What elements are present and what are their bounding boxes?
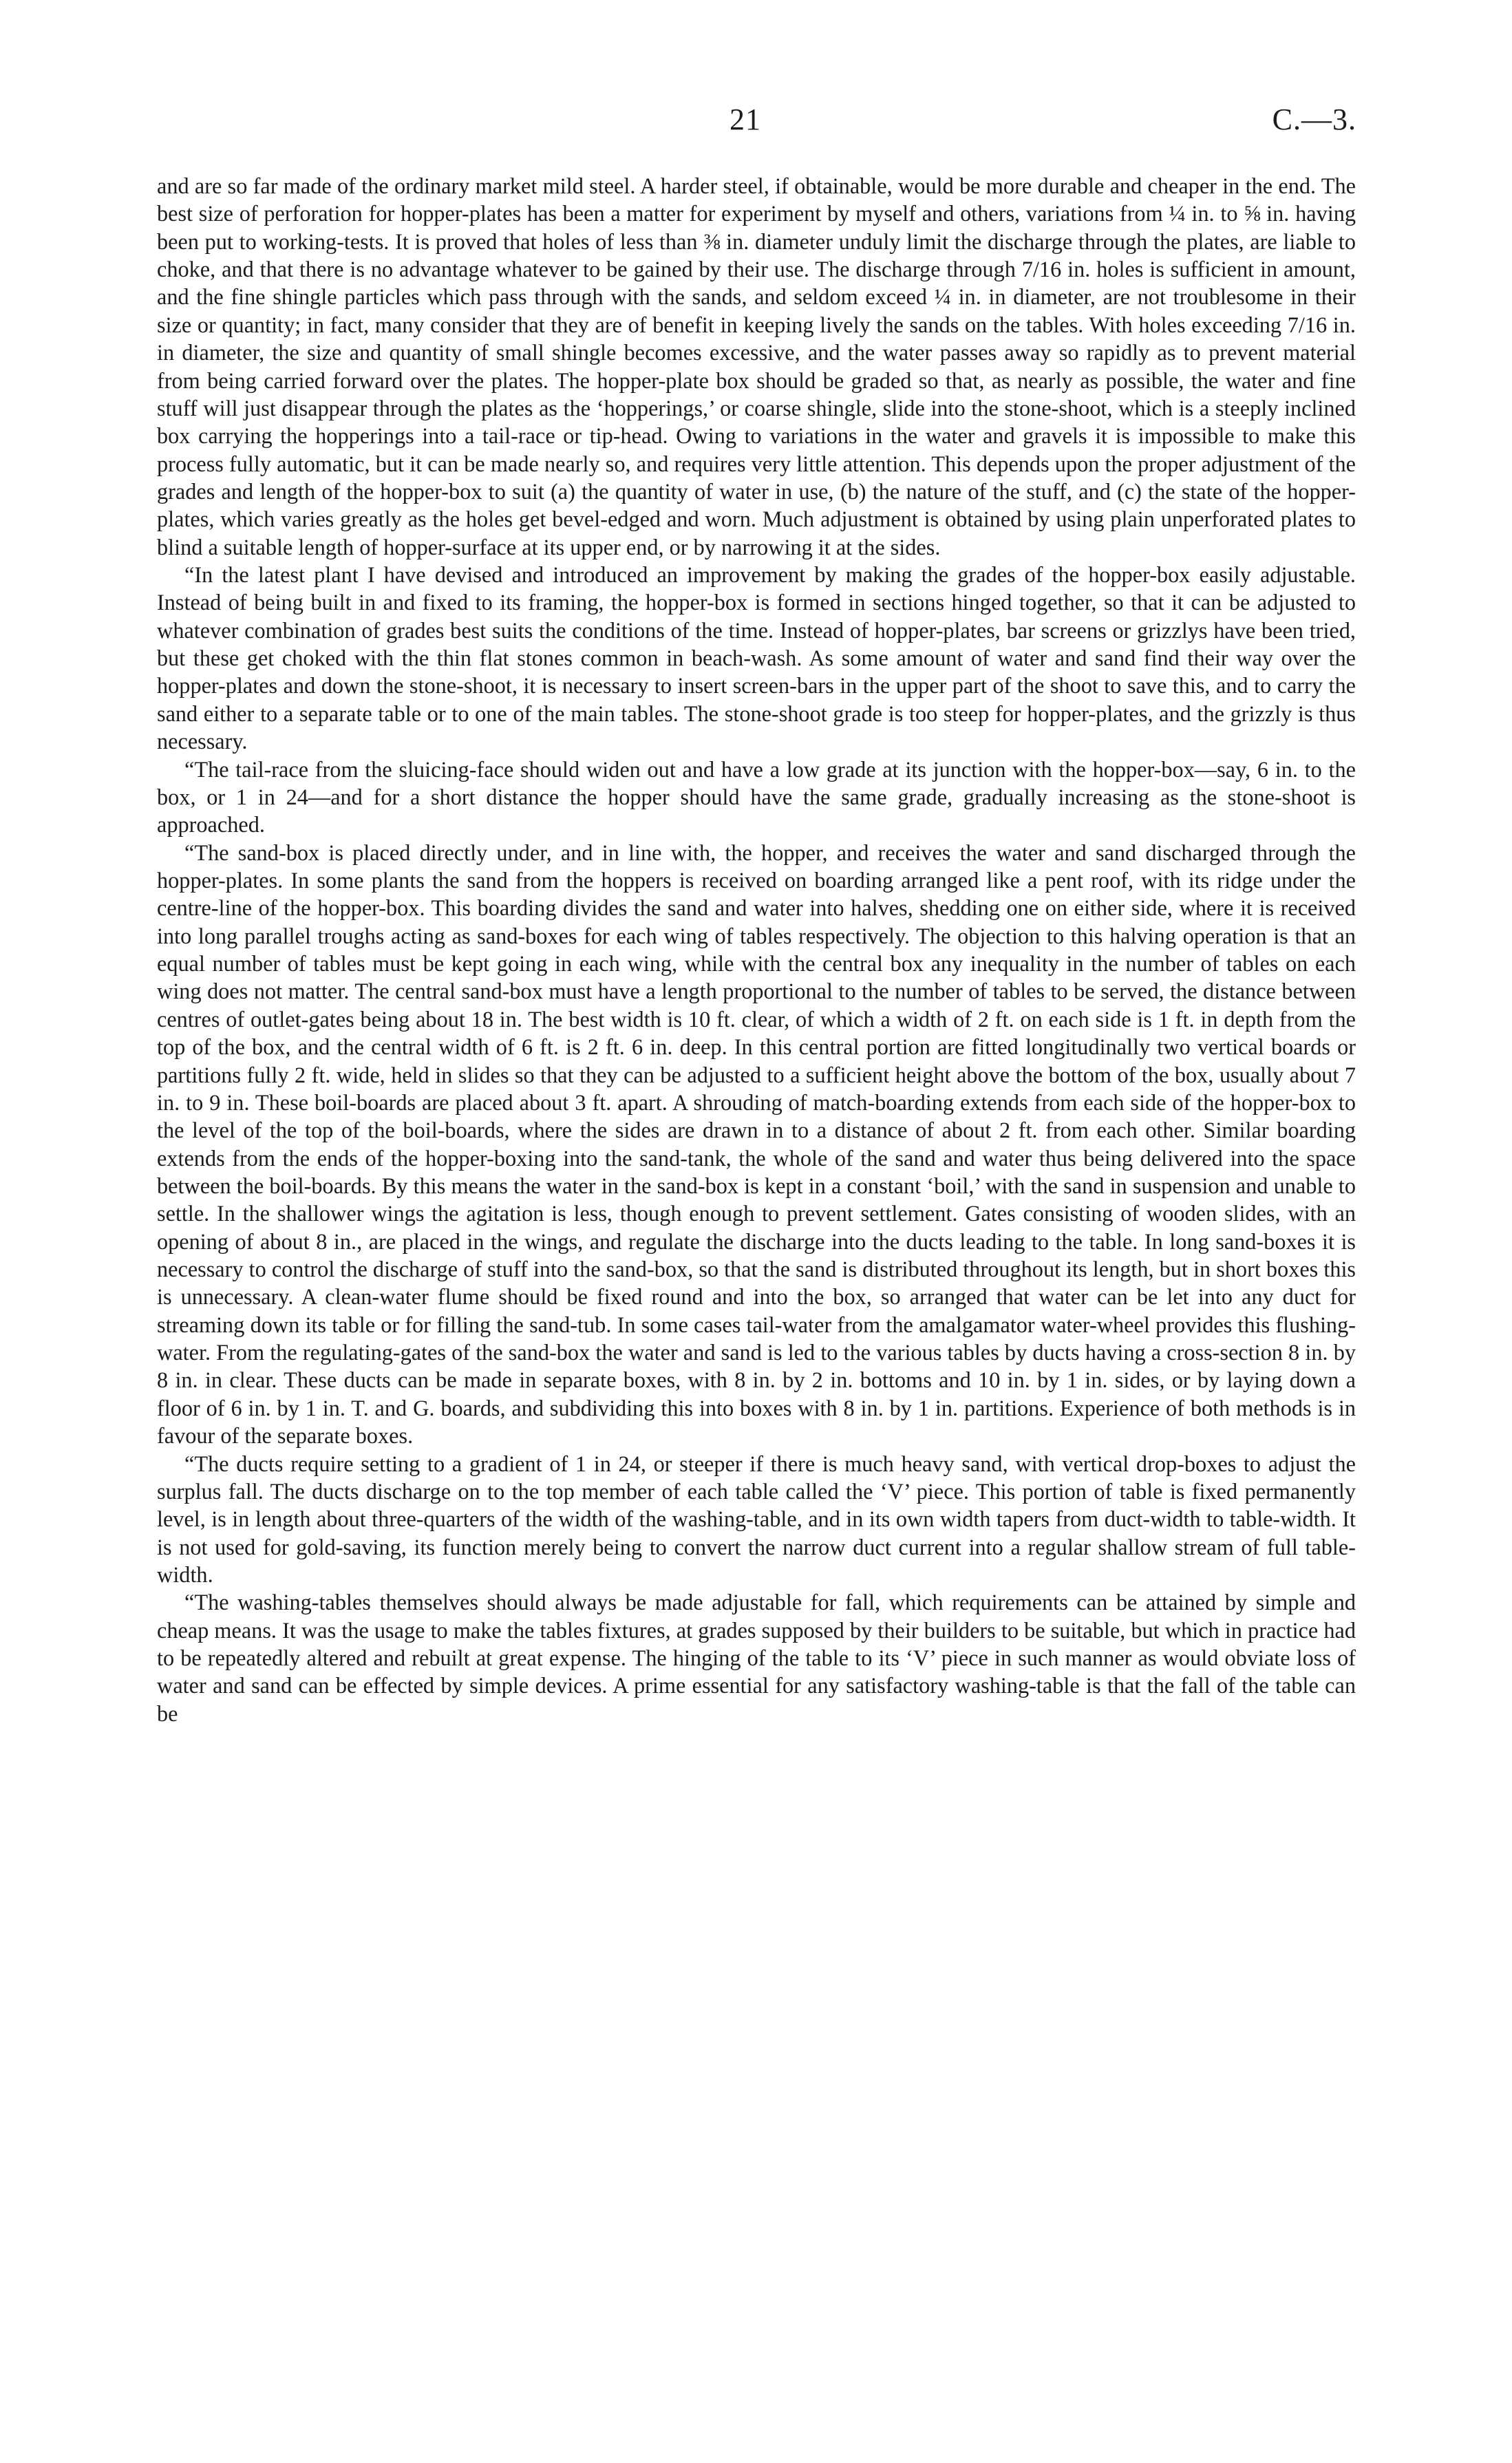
paragraph-washing-tables: “The washing-tables themselves should always be made adjustable for fall, which requirements can be attained by simple and cheap means. It was the usage to make the tables fixtures, at grades supposed by their builders to be suitable, but which in practice had to be repeatedly altered and rebuilt at great expense. The hinging of the table to its ‘V’ piece in such manner as would obviate loss of water and sand can be effected by simple devices. A prime essential for any satisfactory washing-table is that the fall of the table can be xyxy=(157,1590,1356,1726)
paragraph-sand-box: “The sand-box is placed directly under, and in line with, the hopper, and receives the water and sand discharged through the hopper-plates. In some plants the sand from the hoppers is received on boarding arranged like a pent roof, with its ridge under the centre-line of the hopper-box. This boarding divides the sand and water into halves, shedding one on either side, where it is received into long parallel troughs acting as sand-boxes for each wing of tables respectively. The objection to this halving operation is that an equal number of tables must be kept going in each wing, while with the central box any inequality in the number of tables on each wing does not matter. The central sand-box must have a length proportional to the number of tables to be served, the distance between centres of outlet-gates being about 18 in. The best width is 10 ft. clear, of which a width of 2 ft. on each side is 1 ft. in depth from the top of the box, and the central width of 6 ft. is 2 ft. 6 in. deep. In this central portion are fitted longitudinally two vertical boards or partitions fully 2 ft. wide, held in slides so that they can be adjusted to a sufficient height above the bottom of the box, usually about 7 in. to 9 in. These boil-boards are placed about 3 ft. apart. A shrouding of match-boarding extends from each side of the hopper-box to the level of the top of the boil-boards, where the sides are drawn in to a distance of about 2 ft. from each other. Similar boarding extends from the ends of the hopper-boxing into the sand-tank, the whole of the sand and water thus being delivered into the space between the boil-boards. By this means the water in the sand-box is kept in a constant ‘boil,’ with the sand in suspension and unable to settle. In the shallower wings the agitation is less, though enough to prevent settlement. Gates consisting of wooden slides, with an opening of about 8 in., are placed in the wings, and regulate the discharge into the ducts leading to the table. In long sand-boxes it is necessary to control the discharge of stuff into the sand-box, so that the sand is distributed throughout its length, but in short boxes this is unnecessary. A clean-water flume should be fixed round and into the box, so arranged that water can be let into any duct for streaming down its table or for filling the sand-tub. In some cases tail-water from the amalgamator water-wheel provides this flushing-water. From the regulating-gates of the sand-box the water and sand is led to the various tables by ducts having a cross-section 8 in. by 8 in. in clear. These ducts can be made in separate boxes, with 8 in. by 2 in. bottoms and 10 in. by 1 in. sides, or by laying down a floor of 6 in. by 1 in. T. and G. boards, and subdividing this into boxes with 8 in. by 1 in. partitions. Experience of both methods is in favour of the separate boxes. xyxy=(157,840,1356,1449)
page-header xyxy=(0,102,1512,143)
page-number: 21 xyxy=(730,103,761,136)
body-text xyxy=(157,172,1356,1727)
paragraph-tail-race: “The tail-race from the sluicing-face should widen out and have a low grade at its junction with the hopper-box—say, 6 in. to the box, or 1 in 24—and for a short distance the hopper should have the same grade, gradually increasing as the stone-shoot is approached. xyxy=(157,756,1356,838)
document-reference: C.—3. xyxy=(1272,103,1356,136)
paragraph-hopper-plates: and are so far made of the ordinary market mild steel. A harder steel, if obtainable, would be more durable and cheaper in the end. The best size of perforation for hopper-plates has been a matter for experiment by myself and others, variations from ¼ in. to ⅝ in. having been put to working-tests. It is proved that holes of less than ⅜ in. diameter unduly limit the discharge through the plates, are liable to choke, and that there is no advantage whatever to be gained by their use. The discharge through 7/16 in. holes is sufficient in amount, and the fine shingle particles which pass through with the sands, and seldom exceed ¼ in. in diameter, are not troublesome in their size or quantity; in fact, many consider that they are of benefit in keeping lively the sands on the tables. With holes exceeding 7/16 in. in diameter, the size and quantity of small shingle becomes excessive, and the water passes away so rapidly as to prevent material from being carried forward over the plates. The hopper-plate box should be graded so that, as nearly as possible, the water and fine stuff will just disappear through the plates as the ‘hopperings,’ or coarse shingle, slide into the stone-shoot, which is a steeply inclined box carrying the hopperings into a tail-race or tip-head. Owing to variations in the water and gravels it is impossible to make this process fully automatic, but it can be made nearly so, and requires very little attention. This depends upon the proper adjustment of the grades and length of the hopper-box to suit (a) the quantity of water in use, (b) the nature of the stuff, and (c) the state of the hopper-plates, which varies greatly as the holes get bevel-edged and worn. Much adjustment is obtained by using plain unperforated plates to blind a suitable length of hopper-surface at its upper end, or by narrowing it at the sides. xyxy=(157,173,1356,559)
paragraph-adjustable-hopper-box: “In the latest plant I have devised and introduced an improvement by making the grades of the hopper-box easily adjustable. Instead of being built in and fixed to its framing, the hopper-box is formed in sections hinged together, so that it can be adjusted to whatever combination of grades best suits the conditions of the time. Instead of hopper-plates, bar screens or grizzlys have been tried, but these get choked with the thin flat stones common in beach-wash. As some amount of water and sand find their way over the hopper-plates and down the stone-shoot, it is necessary to insert screen-bars in the upper part of the shoot to save this, and to carry the sand either to a separate table or to one of the main tables. The stone-shoot grade is too steep for hopper-plates, and the grizzly is thus necessary. xyxy=(157,562,1356,754)
paragraph-ducts: “The ducts require setting to a gradient of 1 in 24, or steeper if there is much heavy sand, with vertical drop-boxes to adjust the surplus fall. The ducts discharge on to the top member of each table called the ‘V’ piece. This portion of table is fixed permanently level, is in length about three-quarters of the width of the washing-table, and in its own width tapers from duct-width to table-width. It is not used for gold-saving, its function merely being to convert the narrow duct current into a regular shallow stream of full table-width. xyxy=(157,1451,1356,1587)
